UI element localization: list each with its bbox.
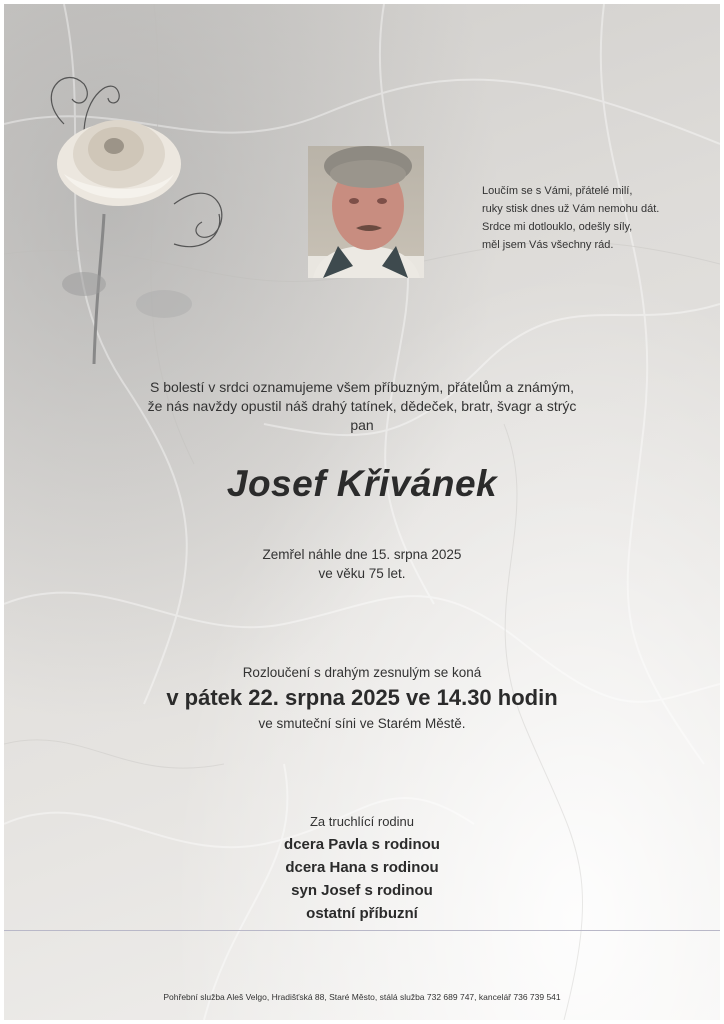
farewell-intro: Rozloučení s drahým zesnulým se koná — [242, 665, 482, 680]
deceased-name: Josef Křivánek — [226, 463, 498, 504]
mourner-item: ostatní příbuzní — [306, 905, 418, 922]
mourner-item: syn Josef s rodinou — [291, 882, 433, 899]
intro-line: že nás navždy opustil náš drahý tatínek, dědeček, bratr, švagr a strýc — [147, 398, 577, 414]
poem-line: Loučím se s Vámi, přátelé milí, — [482, 185, 633, 197]
farewell-poem — [482, 182, 682, 254]
announcement-intro — [4, 378, 720, 435]
death-info — [4, 545, 720, 583]
mourner-item: dcera Pavla s rodinou — [284, 836, 440, 853]
intro-line: S bolestí v srdci oznamujeme všem příbuzným, přátelům a známým, — [149, 379, 575, 395]
poem-line: měl jsem Vás všechny rád. — [482, 239, 614, 251]
intro-line: pan — [350, 417, 374, 433]
mourners-title: Za truchlící rodinu — [309, 814, 415, 829]
death-date: Zemřel náhle dne 15. srpna 2025 — [262, 547, 462, 562]
mourners-list — [4, 833, 720, 925]
divider-line — [4, 930, 720, 931]
funeral-service-footer: Pohřební služba Aleš Velgo, Hradišťská 88, Staré Město, stálá služba 732 689 747, kancelář 736 739 541 — [163, 992, 561, 1002]
poem-line: Srdce mi dotlouklo, odešly síly, — [482, 221, 633, 233]
death-age: ve věku 75 let. — [318, 566, 406, 581]
farewell-datetime: v pátek 22. srpna 2025 ve 14.30 hodin — [166, 685, 558, 710]
farewell-location: ve smuteční síni ve Starém Městě. — [258, 716, 466, 731]
portrait-photo — [308, 146, 424, 278]
obituary-sheet — [4, 4, 720, 1020]
mourner-item: dcera Hana s rodinou — [285, 859, 439, 876]
poem-line: ruky stisk dnes už Vám nemohu dát. — [482, 203, 660, 215]
white-rose-icon — [24, 54, 244, 374]
